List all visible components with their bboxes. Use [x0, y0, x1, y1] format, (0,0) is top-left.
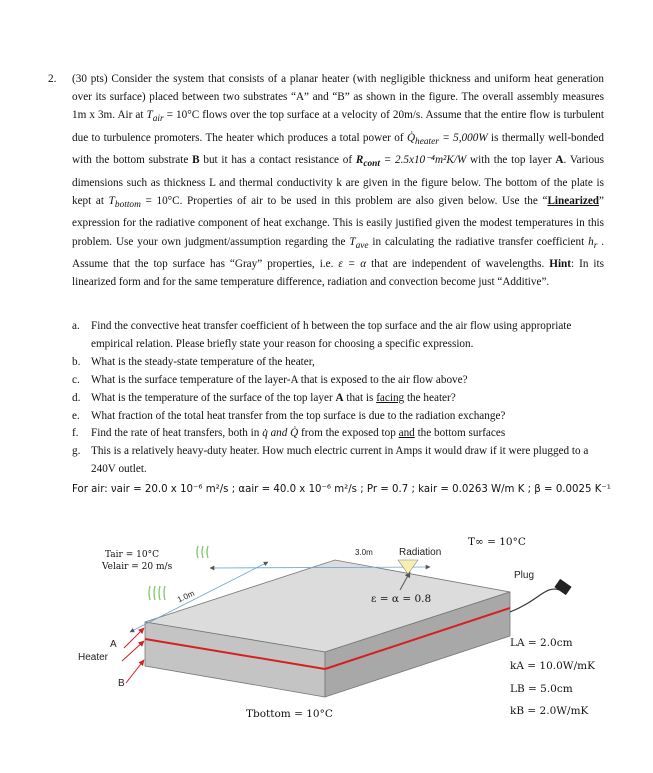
- indep-text: that are independent of wavelengths.: [366, 258, 550, 270]
- t-bottom-label: Tbottom = 10°C: [246, 708, 333, 720]
- bonded-text: is thermally well-bonded with the bottom substrate: [72, 131, 604, 167]
- r-value: = 2.5x10⁻⁴m²K/W: [379, 154, 467, 167]
- dim-3m-label: 3.0m: [355, 548, 373, 557]
- problem-number: 2.: [48, 73, 57, 85]
- pointer-heater: [122, 641, 144, 661]
- air-props-values: air = 20.0 x 10⁻⁶ m²/s ; αair = 40.0 x 10⁻⁶ m²/s ; Pr = 0.7 ; kair = 0.0263 W/m K ; β = 0.0025 K⁻¹: [116, 484, 611, 495]
- vel-air-label: Velair = 20 m/s: [102, 562, 173, 572]
- part-text: What is the steady-state temperature of the heater,: [91, 355, 315, 368]
- hint-text: : In its linearized form and for the same temperature difference, radiation and convection become just “Additive”.: [72, 258, 604, 289]
- hr-sub: r: [593, 240, 598, 251]
- substrate-b: B: [192, 154, 200, 167]
- part-letter: b.: [72, 355, 81, 368]
- linearized-word: Linearized: [547, 194, 600, 207]
- hr-symbol: h: [588, 235, 594, 248]
- ka-value: kA = 10.0W/mK: [510, 660, 595, 672]
- part-text-bold: A: [335, 391, 344, 404]
- part-text: Find the rate of heat transfers, both in: [91, 427, 263, 440]
- part-text-underline: facing: [376, 391, 405, 404]
- r-sub: cont: [363, 159, 380, 170]
- part-text: Find the convective heat transfer coefficient of h between the top surface and the air flow using appropriate empirical relation. Please briefly state your reason for choosing a specific expression.: [91, 320, 572, 350]
- emissivity-label: ε = α = 0.8: [371, 593, 432, 605]
- tb-symbol: T: [108, 194, 115, 207]
- label-a: A: [110, 639, 117, 650]
- part-text: What is the surface temperature of the layer-A that is exposed to the air flow above?: [91, 373, 468, 386]
- part-text-underline: and: [398, 427, 415, 440]
- t-inf-label: T∞ = 10°C: [468, 536, 526, 548]
- t-air-label: Tair = 10°C: [105, 550, 159, 560]
- radiation-label: Radiation: [399, 547, 442, 558]
- problem-intro: (30 pts) Consider the system that consists of a planar heater (with negligible thickness and uniform heat generation over its surface) placed between two substrates “A” and “B” as shown in the figure. The overall assembly measures 1m x 3m. Air at: [72, 73, 604, 122]
- contact-text: but it has a contact resistance of: [199, 154, 356, 167]
- part-letter: a.: [72, 320, 80, 332]
- judgment-text: ” expression for the radiative component of heat exchange. This is easily justified given the modest temperatures in this problem. Use your own judgment/assumption regarding the: [72, 194, 604, 248]
- lb-value: LB = 5.0cm: [510, 683, 573, 695]
- eps-symbol: ε = α: [338, 258, 367, 270]
- part-letter: c.: [72, 373, 80, 386]
- q-symbol: Q̇: [406, 131, 416, 144]
- part-text: the heater?: [404, 391, 456, 404]
- tb-sub: bottom: [114, 200, 141, 211]
- toplayer-text: with the top layer: [466, 154, 556, 167]
- label-b: B: [118, 678, 125, 689]
- tair-text: = 10°C flows over the top surface at a velocity of 20m/s. Assume that the entire flow is turbulent due to turbulence promoters. The heater which produces a total power of: [72, 109, 604, 144]
- tb-value: = 10°C: [140, 194, 180, 207]
- part-text: This is a relatively heavy-duty heater. How much electric current in Amps it would draw if it were plugged to a 240V outlet.: [91, 445, 589, 476]
- dims-text: . Various dimensions such as thickness L and thermal conductivity k are given in the figure below. The bottom of the plate is kept at: [72, 154, 604, 207]
- gray-text: . Assume that the top surface has “Gray” properties, i.e.: [72, 235, 605, 270]
- plug-label: Plug: [514, 570, 535, 581]
- part-text: from the exposed top: [298, 427, 399, 440]
- q-sub: heater: [415, 137, 439, 148]
- la-value: LA = 2.0cm: [510, 637, 573, 649]
- air-props-label: For air: ν: [72, 484, 117, 495]
- tave-symbol: T: [349, 235, 356, 248]
- pointer-A: [124, 628, 144, 648]
- q-value: = 5,000W: [438, 131, 488, 144]
- kb-value: kB = 2.0W/mK: [510, 705, 589, 717]
- part-text: the bottom surfaces: [414, 427, 506, 440]
- dim-1m-label: 1.0m: [175, 588, 196, 605]
- label-heater: Heater: [78, 652, 109, 663]
- plug-cable: [510, 589, 560, 612]
- r-symbol: R: [355, 154, 364, 167]
- plug-icon: [554, 579, 571, 595]
- part-text-italic: q̇ and Q̇: [262, 427, 299, 440]
- part-letter: e.: [72, 409, 80, 422]
- part-letter: g.: [72, 445, 81, 458]
- tair-sub: air: [152, 114, 164, 125]
- tave-sub: ave: [355, 240, 369, 251]
- props-text: . Properties of air to be used in this problem are also given below. Use the “: [179, 194, 548, 207]
- part-text: What is the temperature of the surface of the top layer: [91, 391, 336, 404]
- part-text: that is: [343, 391, 377, 404]
- pointer-B: [126, 660, 144, 683]
- in-text: in calculating the radiative transfer coefficient: [368, 235, 589, 248]
- part-letter: f.: [72, 427, 79, 440]
- part-letter: d.: [72, 391, 81, 404]
- substrate-a: A: [555, 154, 564, 167]
- tair-symbol: T: [146, 109, 153, 122]
- part-text: What fraction of the total heat transfer from the top surface is due to the radiation exchange?: [91, 409, 506, 422]
- dim-3m-arrow: [210, 567, 430, 568]
- hint-word: Hint: [549, 258, 572, 270]
